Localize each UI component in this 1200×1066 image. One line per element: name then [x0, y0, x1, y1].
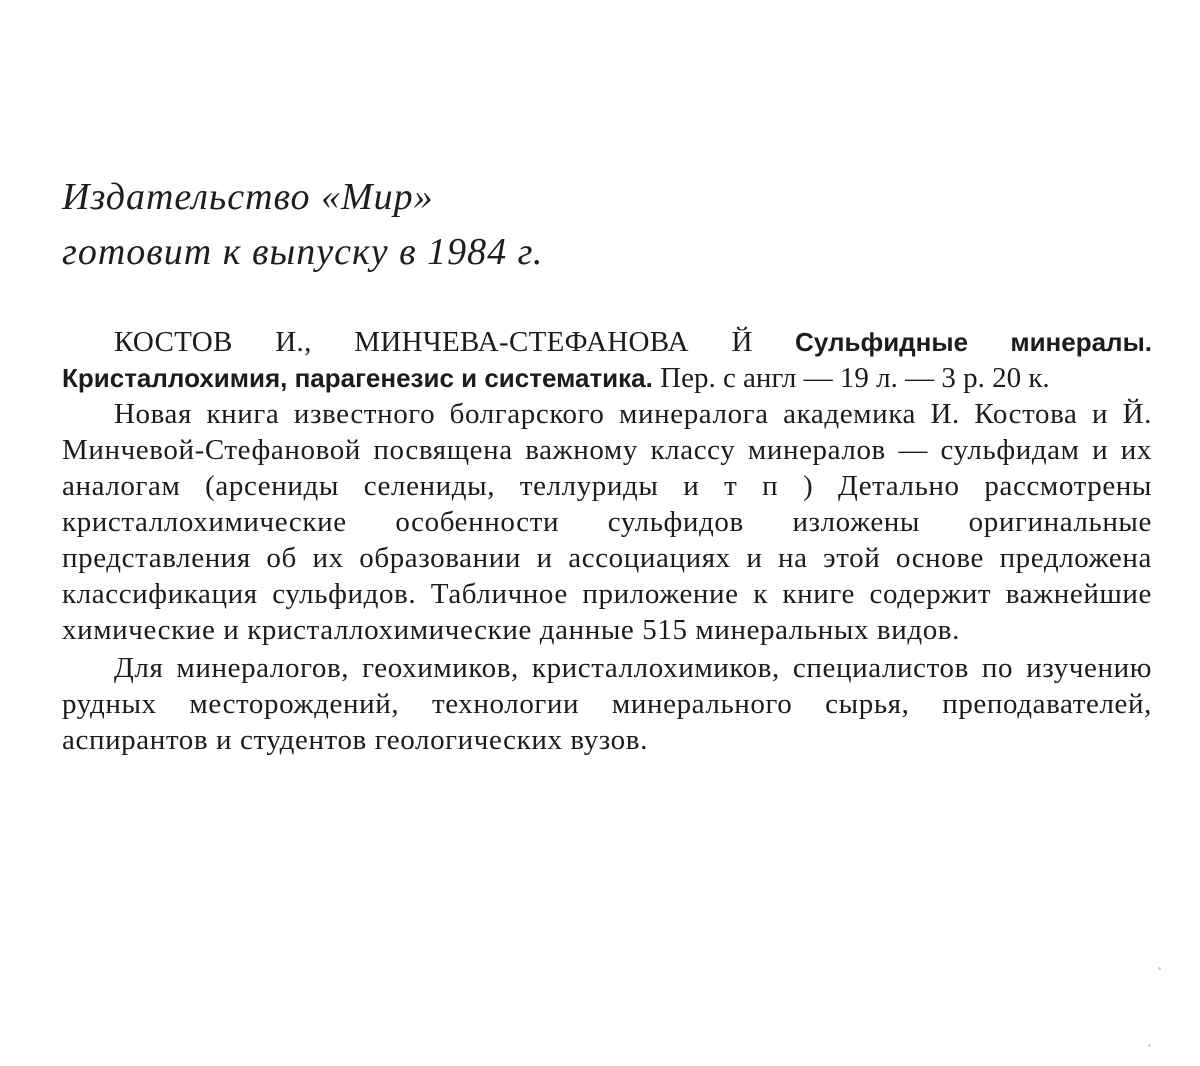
book-audience: Для минералогов, геохимиков, кристаллохимиков, специалистов по изучению рудных месторождений, технологии минерального сырья, преподавателей, аспирантов и студентов геологических вузов. [62, 652, 1152, 756]
book-description: Новая книга известного болгарского минералога академика И. Костова и Й. Минчевой-Стефановой посвящена важному классу минералов — сульфидам и их аналогам (арсениды селениды, теллуриды и т п ) Детально рассмотрены кристаллохимические особенности сульфидов изложены оригинальные представления об их образовании и ассоциациях и на этой основе предложена классификация сульфидов. Табличное приложение к книге содержит важнейшие химические и кристаллохимические данные 515 минеральных видов. [62, 398, 1152, 646]
book-authors: КОСТОВ И., МИНЧЕВА-СТЕФАНОВА Й [114, 326, 753, 358]
bibliographic-entry [62, 324, 1152, 396]
book-details: Пер. с англ — 19 л. — 3 р. 20 к. [660, 362, 1050, 394]
scan-speck [1148, 1044, 1151, 1047]
announcement-line-1: Издательство «Мир» [62, 176, 434, 218]
announcement-line-2: готовит к выпуску в 1984 г. [62, 231, 544, 273]
book-title: Сульфидные минералы. Кристаллохимия, парагенезис и систематика. [62, 327, 1153, 393]
book-entry [62, 324, 1152, 758]
publisher-announcement [62, 170, 762, 280]
scan-speck [1158, 967, 1161, 970]
